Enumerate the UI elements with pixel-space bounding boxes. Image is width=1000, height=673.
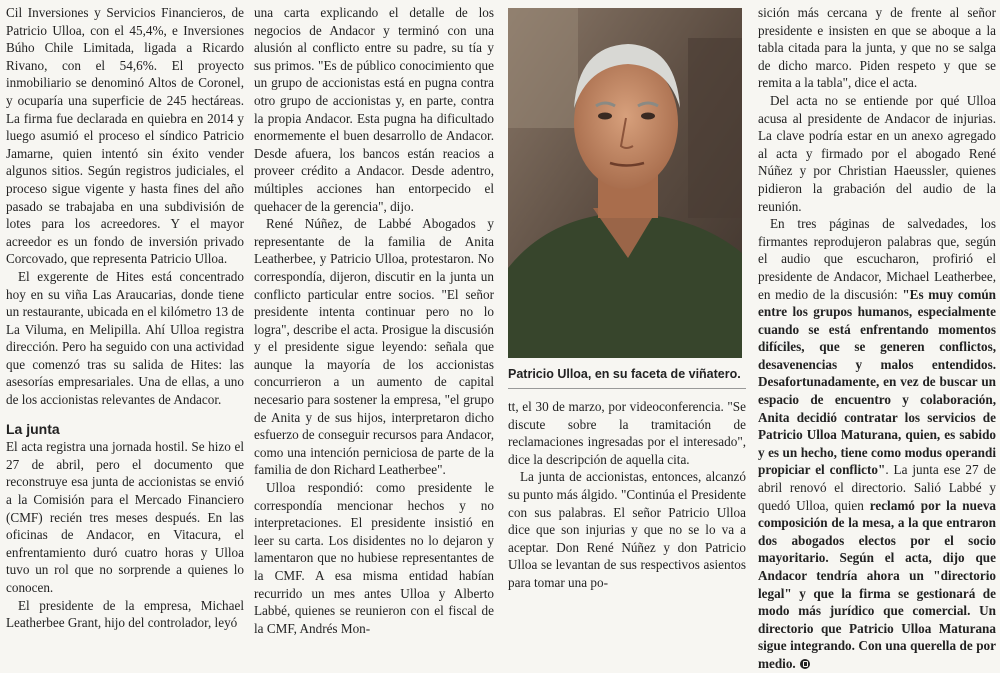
paragraph: El exgerente de Hites está concentrado hoy en su viña Las Araucarias, donde tiene un restaurante, ubicada en el kilómetro 13 de La Viluma, en Melipilla. Ahí Ulloa registra dirección. Pero ha seguido con una actividad que comenzó tras su salida de Hites: las asesorías empresariales. Una de ellas, a uno de los accionistas relevantes de Andacor. [6, 268, 244, 408]
section-heading: La junta [6, 420, 60, 437]
paragraph: Del acta no se entiende por qué Ulloa acusa al presidente de Andacor de injurias. La clave podría estar en un anexo agregado al acta y firmado por el abogado René Núñez y por Christian Haeussler, quienes pidieron la grabación del audio de la reunión. [758, 92, 996, 214]
article-column-4 [758, 4, 996, 673]
paragraph: tt, el 30 de marzo, por videoconferencia. "Se discute sobre la tramitación de reclamaciones ingresadas por el interesado", dice la descripción de aquella cita. [508, 399, 746, 467]
quote-intro: En tres páginas de salvedades, los firmantes reprodujeron palabras que, según el audio que escucharon, profirió el presidente de Andacor, Michael Leatherbee, en medio de la discusión: [758, 216, 996, 302]
bold-quote: "Es muy común entre los grupos humanos, especialmente cuando se está enfrentando momentos difíciles, que se generen conflictos, desavenencias y malos entendidos. Desafortunadamente, en vez de buscar un espacio de encuentro y colaboración, Anita decidió contratar los servicios de Patricio Ulloa Maturana, quien, es sabido y es un hecho, tiene como modus operandi propiciar el conflicto" [758, 286, 997, 478]
bold-closing: reclamó por la nueva composición de la mesa, a la que entraron dos abogados electos por el socio mayoritario. Según el acta, dijo que Andacor tendría ahora un "directorio legal" y que la firma se gestionará de modo más jurídico que comercial. Un directorio que Patricio Ulloa Maturana sigue integrando. Con una querella de por medio. [758, 497, 997, 671]
paragraph: Cil Inversiones y Servicios Financieros, de Patricio Ulloa, con el 45,4%, e Inversiones Búho Chile Limitada, ligada a Ricardo Rivano, con el 54,6%. El proyecto inmobiliario se denominó Altos de Coronel, y ocuparía una superficie de 245 hectáreas. La firma fue declarada en quiebra en 2014 y luego asumió el proceso el síndico Patricio Jamarne, quien intentó sin éxito vender algunos sitios. Según registros judiciales, el proceso sigue vigente y hasta fines del año pasado se trabajaba en una subdivisión de lotes para los acreedores. Y el mayor acreedor es un fondo de inversión privado Corcovado, que representa Patricio Ulloa. [6, 5, 244, 267]
paragraph: una carta explicando el detalle de los negocios de Andacor y terminó con una alusión al conflicto entre su padre, su tía y sus primos. "Es de público conocimiento que un grupo de accionistas está en pugna contra otro grupo de accionistas y, en parte, contra la propia Andacor. Esta pugna ha dificultado enormemente el buen desarrollo de Andacor. Desde afuera, los bancos están reacios a proveer crédito a Andacor. Desde adentro, múltiples acciones han entorpecido el quehacer de la gerencia", dijo. [254, 5, 494, 214]
paragraph: sición más cercana y de frente al señor presidente e insisten en que se aboque a la tabla citada para la junta, y que no se salga de dicho marco. Piden respeto y que se remita a la tabla", dice el acta. [758, 5, 996, 91]
paragraph-with-quote [758, 215, 996, 672]
portrait-illustration [508, 8, 742, 358]
paragraph: Ulloa respondió: como presidente le correspondía mencionar hechos y no interpretaciones. El presidente insistió en leer su carta. Los disidentes no lo dejaron y lamentaron que no hubiese representantes de la CMF. A esa misma entidad habían recurrido un mes antes Ulloa y Alberto Labbé, quienes se reunieron con el fiscal de la CMF, Andrés Mon- [254, 480, 494, 636]
paragraph: La junta de accionistas, entonces, alcanzó su punto más álgido. "Continúa el Presidente con sus palabras. El señor Patricio Ulloa dice que son injurias y que no se lo va a aceptar. Don René Núñez y don Patricio Ulloa se levantan de sus respectivos asientos para tomar una po- [508, 469, 746, 590]
caption-divider [508, 388, 746, 389]
quote-tail: . La junta ese 27 de abril renovó el directorio. Salió Labbé y quedó Ulloa, quien [758, 462, 996, 513]
paragraph: René Núñez, de Labbé Abogados y representante de la familia de Anita Leatherbee, y Patricio Ulloa, protestaron. No correspondía, dijeron, discutir en la junta un conflicto particular entre socios. "El señor presidente intenta continuar pero no lo logra", describe el acta. Prosigue la discusión y el presidente sigue leyendo: señala que aunque la mayoría de los accionistas concurrieron a un aumento de capital necesario para sostener la empresa, "el grupo de Anita y de sus hijos, interpretaron dicho esfuerzo de conseguir recursos para Andacor, como una intención perniciosa de parte de la familia de don Richard Leatherbee". [254, 216, 494, 478]
paragraph: El presidente de la empresa, Michael Leatherbee Grant, hijo del controlador, leyó [6, 597, 244, 631]
photo-caption: Patricio Ulloa, en su faceta de viñatero. [508, 367, 741, 381]
paragraph: El acta registra una jornada hostil. Se hizo el 27 de abril, pero el documento que reconstruye esa junta de accionistas se envió a la Comisión para el Mercado Financiero (CMF) recién tres meses después. En las oficinas de Andacor, en Vitacura, el enfrentamiento duró cuatro horas y Ulloa tuvo un rol que no sorprende a quienes lo conocen. [6, 439, 244, 595]
article-column-1 [6, 4, 244, 632]
portrait-photo [508, 8, 742, 358]
article-column-2 [254, 4, 494, 637]
article-end-icon [800, 659, 810, 669]
article-column-3 [508, 398, 746, 592]
